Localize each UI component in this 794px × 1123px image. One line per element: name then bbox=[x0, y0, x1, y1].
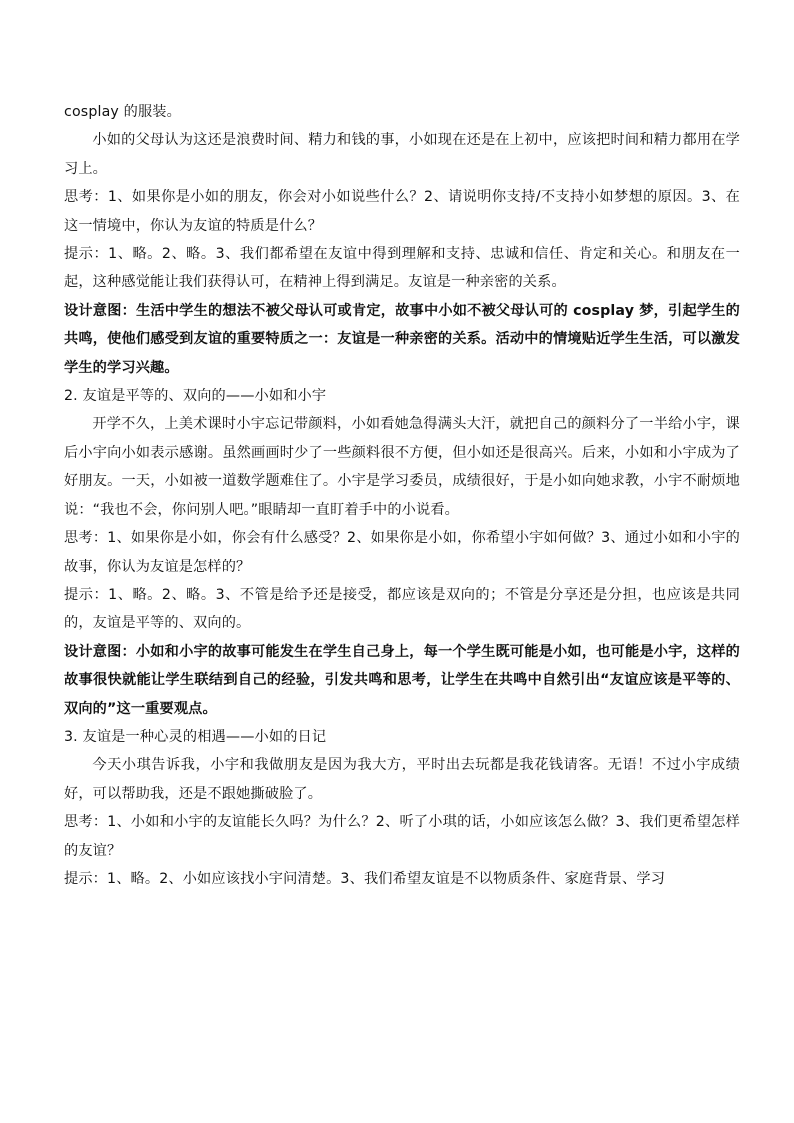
question-paragraph: 思考：1、如果你是小如的朋友，你会对小如说些什么？2、请说明你支持/不支持小如梦想的原因。3、在这一情境中，你认为友谊的特质是什么？ bbox=[64, 189, 740, 234]
story-paragraph: 今天小琪告诉我，小宇和我做朋友是因为我大方，平时出去玩都是我花钱请客。无语！不过小宇成绩好，可以帮助我，还是不跟她撕破脸了。 bbox=[64, 757, 740, 802]
hint-paragraph: 提示：1、略。2、小如应该找小宇问清楚。3、我们希望友谊是不以物质条件、家庭背景、学习 bbox=[64, 870, 666, 887]
document-body bbox=[64, 98, 740, 893]
section-heading: 3. 友谊是一种心灵的相遇——小如的日记 bbox=[64, 728, 327, 745]
story-paragraph: 小如的父母认为这还是浪费时间、精力和钱的事，小如现在还是在上初中，应该把时间和精力都用在学习上。 bbox=[64, 132, 740, 177]
story-paragraph: 开学不久，上美术课时小宇忘记带颜料，小如看她急得满头大汗，就把自己的颜料分了一半给小宇，课后小宇向小如表示感谢。虽然画画时少了一些颜料很不方便，但小如还是很高兴。后来，小如和小宇成为了好朋友。一天，小如被一道数学题难住了。小宇是学习委员，成绩很好，于是小如向她求教，小宇不耐烦地说：“我也不会，你问别人吧。”眼睛却一直盯着手中的小说看。 bbox=[64, 416, 740, 518]
hint-paragraph: 提示：1、略。2、略。3、我们都希望在友谊中得到理解和支持、忠诚和信任、肯定和关心。和朋友在一起，这种感觉能让我们获得认可，在精神上得到满足。友谊是一种亲密的关系。 bbox=[64, 246, 740, 291]
hint-paragraph: 提示：1、略。2、略。3、不管是给予还是接受，都应该是双向的；不管是分享还是分担，也应该是共同的，友谊是平等的、双向的。 bbox=[64, 586, 740, 632]
question-paragraph: 思考：1、如果你是小如，你会有什么感受？2、如果你是小如，你希望小宇如何做？3、通过小如和小宇的故事，你认为友谊是怎样的？ bbox=[64, 530, 740, 575]
paragraph-continuation: cosplay 的服装。 bbox=[64, 104, 181, 120]
design-intent-paragraph: 设计意图：生活中学生的想法不被父母认可或肯定，故事中小如不被父母认可的 cosplay 梦，引起学生的共鸣，使他们感受到友谊的重要特质之一：友谊是一种亲密的关系。活动中的情境贴近学生生活，可以激发学生的学习兴趣。 bbox=[64, 302, 740, 376]
design-intent-paragraph: 设计意图：小如和小宇的故事可能发生在学生自己身上，每一个学生既可能是小如，也可能是小宇，这样的故事很快就能让学生联结到自己的经验，引发共鸣和思考，让学生在共鸣中自然引出“友谊应该是平等的、双向的”这一重要观点。 bbox=[64, 643, 740, 717]
section-heading: 2. 友谊是平等的、双向的——小如和小宇 bbox=[64, 388, 327, 405]
question-paragraph: 思考：1、小如和小宇的友谊能长久吗？为什么？2、听了小琪的话，小如应该怎么做？3、我们更希望怎样的友谊？ bbox=[64, 814, 740, 859]
